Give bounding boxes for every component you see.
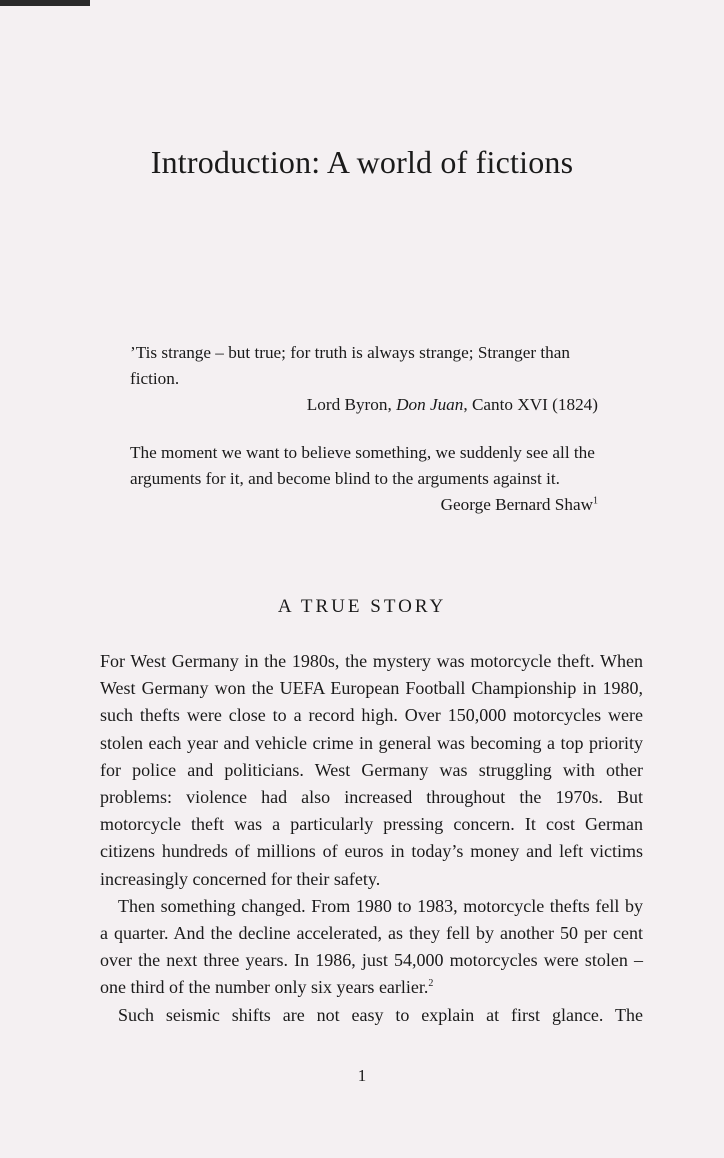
epigraph-attribution (130, 492, 598, 518)
epigraph-author: Lord Byron, (306, 395, 397, 414)
paragraph (100, 893, 643, 1002)
footnote-ref: 2 (428, 978, 434, 990)
epigraph-shaw (130, 440, 598, 518)
section-heading: A TRUE STORY (277, 596, 447, 617)
epigraph-detail: , Canto XVI (1824) (463, 395, 598, 414)
paragraph: Such seismic shifts are not easy to explain at first glance. The (118, 1004, 643, 1025)
epigraph-quote: ’Tis strange – but true; for truth is always strange; Stranger than fiction. (130, 343, 570, 388)
body-text (100, 648, 643, 1029)
epigraph-quote: The moment we want to believe something, we suddenly see all the arguments for it, and become blind to the arguments against it. (130, 443, 595, 488)
paragraph-text: Then something changed. From 1980 to 1983, motorcycle thefts fell by a quarter. And the decline accelerated, as they fell by another 50 per cent over the next three years. In 1986, just 54,000 motorcycles were stolen – one third of the number only six years earlier. (100, 895, 643, 998)
page-edge-mark (0, 0, 90, 6)
epigraph-author: George Bernard Shaw (440, 495, 593, 514)
paragraph: For West Germany in the 1980s, the mystery was motorcycle theft. When West Germany won the UEFA European Football Championship in 1980, such thefts were close to a record high. Over 150,000 motorcycles were stolen each year and vehicle crime in general was becoming a top priority for police and politicians. West Germany was struggling with other problems: violence had also increased throughout the 1970s. But motorcycle theft was a particularly pressing concern. It cost German citizens hundreds of millions of euros in today’s money and left victims increasingly concerned for their safety. (100, 651, 643, 889)
epigraph-byron (130, 340, 598, 418)
chapter-title: Introduction: A world of fictions (150, 144, 574, 180)
footnote-ref: 1 (593, 495, 598, 507)
page-number: 1 (357, 1066, 367, 1085)
epigraph-work: Don Juan (396, 395, 464, 414)
epigraph-attribution (130, 392, 598, 418)
